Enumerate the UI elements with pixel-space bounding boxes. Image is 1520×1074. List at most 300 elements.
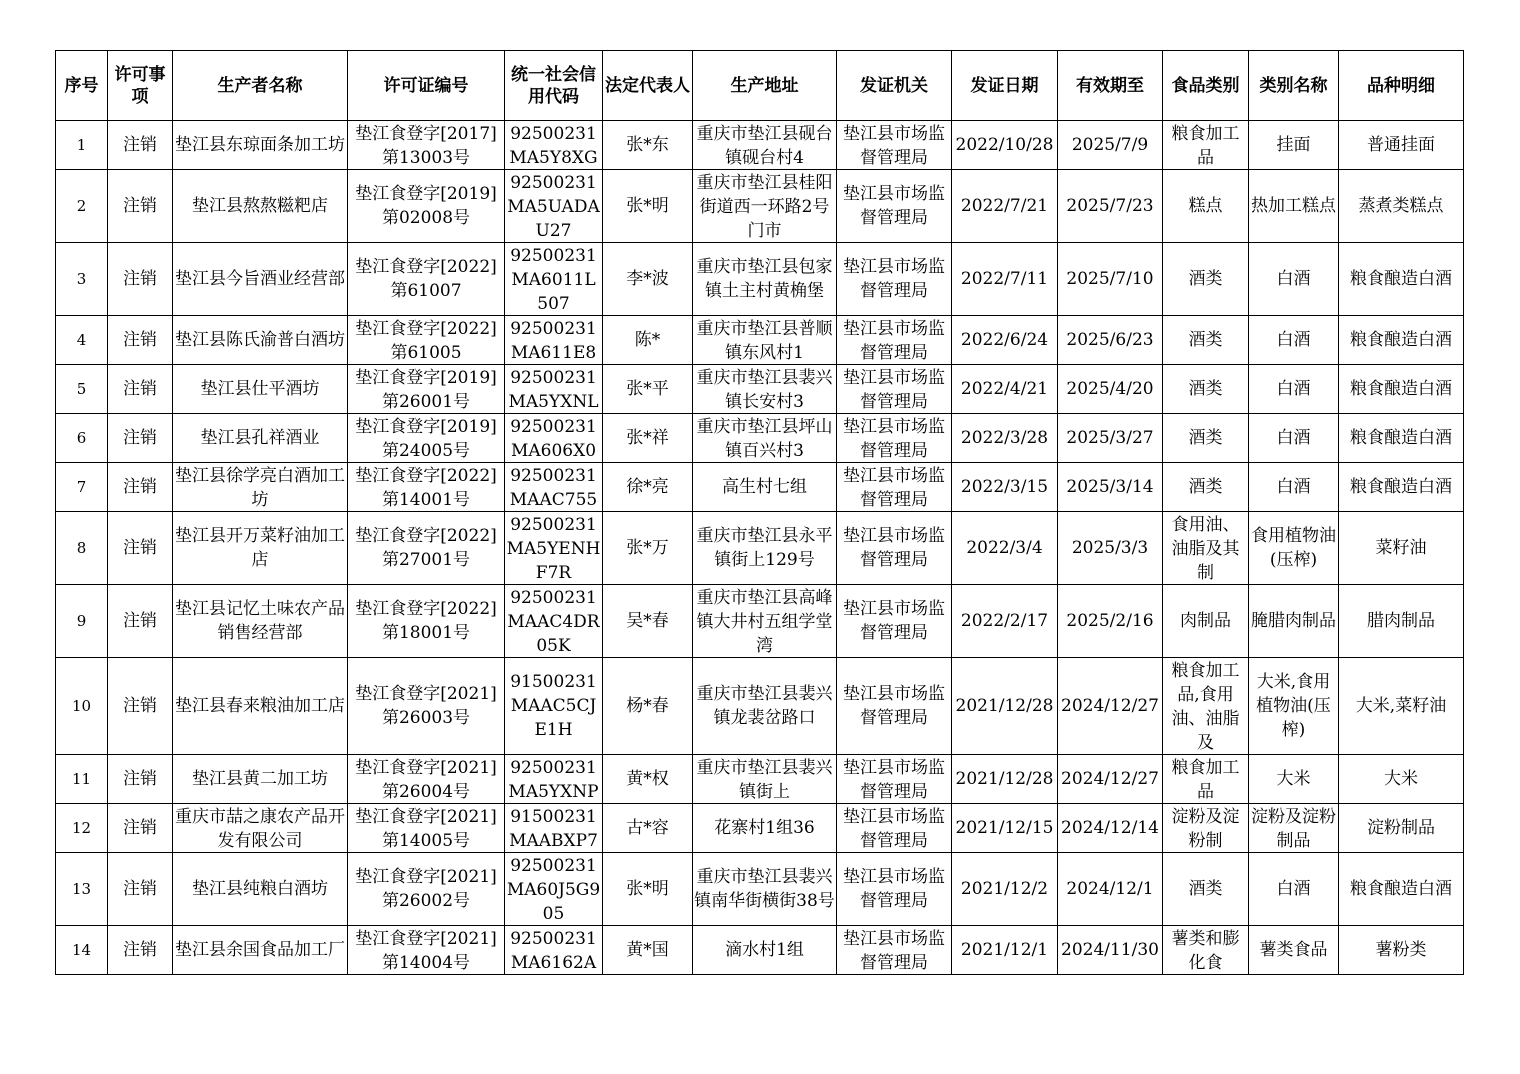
cell-legal-rep (603, 170, 693, 243)
cell-category-name (1249, 512, 1339, 585)
cell-license-number (348, 365, 505, 414)
cell-seq (56, 926, 108, 975)
cell-issue-date (952, 512, 1058, 585)
cell-valid-until (1058, 658, 1163, 755)
cell-variety-detail (1339, 365, 1464, 414)
cell-legal-rep (603, 926, 693, 975)
cell-license-item-text: 注销 (123, 940, 157, 960)
cell-legal-rep-text: 吴*春 (626, 611, 669, 631)
cell-producer-name-text: 垫江县熬熬糍粑店 (192, 196, 328, 216)
cell-address (693, 512, 837, 585)
cell-issue-date (952, 414, 1058, 463)
cell-variety-detail (1339, 316, 1464, 365)
cell-valid-until (1058, 121, 1163, 170)
cell-license-item (108, 658, 173, 755)
cell-issue-date (952, 585, 1058, 658)
cell-food-category (1163, 365, 1249, 414)
cell-valid-until-text: 2024/12/27 (1061, 769, 1159, 789)
table-row (56, 414, 1464, 463)
cell-license-item (108, 414, 173, 463)
cell-issue-date (952, 926, 1058, 975)
cell-variety-detail (1339, 463, 1464, 512)
cell-address-text: 重庆市垫江县裴兴镇街上 (696, 757, 833, 802)
cell-seq-text: 13 (71, 880, 92, 898)
cell-issue-date-text: 2022/6/24 (960, 330, 1049, 350)
cell-legal-rep (603, 243, 693, 316)
cell-legal-rep-text: 陈* (634, 330, 661, 350)
cell-producer-name-text: 垫江县开万菜籽油加工店 (175, 526, 345, 570)
cell-category-name (1249, 316, 1339, 365)
cell-issuing-authority (837, 658, 952, 755)
cell-food-category-text: 食用油、油脂及其制 (1171, 514, 1240, 583)
cell-license-item-text: 注销 (123, 330, 157, 350)
cell-category-name (1249, 658, 1339, 755)
cell-license-number (348, 658, 505, 755)
cell-legal-rep (603, 414, 693, 463)
cell-issuing-authority-text: 垫江县市场监督管理局 (843, 806, 945, 851)
cell-credit-code-text: 92500231MAAC755 (509, 465, 598, 510)
header-address: 生产地址 (693, 51, 837, 121)
cell-seq-text: 1 (76, 136, 87, 154)
cell-license-number-text: 垫江食登字[2022]第61005 (355, 318, 497, 363)
cell-issuing-authority (837, 170, 952, 243)
cell-variety-detail (1339, 804, 1464, 853)
cell-address-text: 重庆市垫江县普顺镇东风村1 (696, 318, 833, 363)
cell-credit-code (505, 658, 603, 755)
cell-issue-date-text: 2021/12/28 (955, 769, 1054, 789)
cell-issue-date-text: 2022/2/17 (960, 611, 1049, 631)
table-row (56, 121, 1464, 170)
cell-credit-code-text: 92500231MA5Y8XG (509, 123, 598, 168)
cell-food-category-text: 粮食加工品 (1171, 757, 1240, 802)
cell-variety-detail-text: 腊肉制品 (1367, 611, 1435, 631)
cell-license-item-text: 注销 (123, 879, 157, 899)
cell-variety-detail (1339, 926, 1464, 975)
cell-license-item (108, 926, 173, 975)
cell-address-text: 花寨村1组36 (714, 818, 815, 838)
cell-seq (56, 463, 108, 512)
cell-category-name-text: 大米 (1276, 769, 1311, 789)
cell-valid-until-text: 2025/3/14 (1066, 477, 1154, 497)
cell-address-text: 滴水村1组 (725, 940, 804, 960)
cell-issuing-authority (837, 853, 952, 926)
cell-legal-rep-text: 古*容 (626, 818, 669, 838)
cell-valid-until (1058, 243, 1163, 316)
cell-address-text: 重庆市垫江县永平镇街上129号 (696, 526, 833, 570)
cell-credit-code (505, 853, 603, 926)
cell-credit-code (505, 585, 603, 658)
cell-license-number-text: 垫江食登字[2022]第27001号 (355, 526, 497, 570)
cell-food-category-text: 酒类 (1188, 879, 1223, 899)
cell-license-number-text: 垫江食登字[2022]第61007 (355, 257, 497, 301)
cell-producer-name-text: 垫江县徐学亮白酒加工坊 (175, 465, 345, 510)
cell-variety-detail (1339, 170, 1464, 243)
cell-issue-date-text: 2022/3/4 (966, 538, 1043, 558)
cell-valid-until-text: 2024/12/1 (1066, 879, 1154, 899)
cell-address-text: 重庆市垫江县裴兴镇南华街横街38号 (694, 867, 835, 911)
cell-issuing-authority-text: 垫江县市场监督管理局 (843, 526, 945, 570)
cell-valid-until-text: 2024/12/27 (1061, 696, 1159, 716)
cell-variety-detail-text: 菜籽油 (1375, 538, 1427, 558)
cell-seq (56, 512, 108, 585)
cell-seq-text: 12 (71, 819, 92, 837)
cell-issue-date-text: 2022/10/28 (955, 135, 1054, 155)
cell-food-category-text: 酒类 (1188, 428, 1223, 448)
cell-legal-rep-text: 张*明 (626, 196, 669, 216)
cell-valid-until-text: 2025/6/23 (1066, 330, 1154, 350)
header-legal-rep: 法定代表人 (603, 51, 693, 121)
cell-credit-code (505, 512, 603, 585)
cell-credit-code (505, 414, 603, 463)
cell-legal-rep (603, 512, 693, 585)
cell-legal-rep (603, 365, 693, 414)
cell-producer-name (173, 463, 348, 512)
cell-valid-until (1058, 853, 1163, 926)
cell-seq (56, 243, 108, 316)
cell-credit-code (505, 804, 603, 853)
cell-license-item (108, 170, 173, 243)
cell-food-category-text: 肉制品 (1180, 611, 1231, 631)
cell-credit-code-text: 92500231MA5YENHF7R (506, 514, 601, 583)
cell-food-category (1163, 414, 1249, 463)
cell-seq-text: 10 (71, 697, 92, 715)
cell-food-category-text: 粮食加工品 (1171, 123, 1240, 168)
cell-legal-rep-text: 杨*春 (626, 696, 669, 716)
cell-license-item-text: 注销 (123, 428, 157, 448)
table-row (56, 658, 1464, 755)
cell-credit-code-text: 92500231MA5YXNL (508, 367, 599, 412)
cell-address (693, 804, 837, 853)
cell-food-category-text: 酒类 (1188, 477, 1223, 497)
cell-valid-until (1058, 512, 1163, 585)
cell-producer-name (173, 414, 348, 463)
cell-seq-text: 3 (76, 270, 87, 288)
cell-issuing-authority-text: 垫江县市场监督管理局 (843, 599, 945, 643)
header-valid-until: 有效期至 (1058, 51, 1163, 121)
cell-issue-date-text: 2021/12/2 (960, 879, 1049, 899)
cell-issuing-authority (837, 926, 952, 975)
cell-legal-rep-text: 张*万 (626, 538, 669, 558)
cell-legal-rep (603, 463, 693, 512)
cell-variety-detail-text: 粮食酿造白酒 (1350, 330, 1452, 350)
cell-seq (56, 755, 108, 804)
cell-issuing-authority (837, 316, 952, 365)
cell-seq (56, 316, 108, 365)
cell-issuing-authority-text: 垫江县市场监督管理局 (843, 416, 945, 461)
cell-valid-until-text: 2025/2/16 (1066, 611, 1154, 631)
cell-seq-text: 4 (76, 331, 87, 349)
cell-producer-name-text: 垫江县孔祥酒业 (200, 428, 320, 448)
cell-address-text: 重庆市垫江县裴兴镇龙裴岔路口 (696, 684, 833, 728)
cell-license-number (348, 755, 505, 804)
table-row (56, 585, 1464, 658)
cell-issue-date-text: 2022/7/11 (960, 269, 1049, 289)
cell-legal-rep-text: 张*明 (626, 879, 669, 899)
cell-legal-rep-text: 徐*亮 (626, 477, 669, 497)
cell-license-item-text: 注销 (123, 196, 157, 216)
cell-issue-date (952, 121, 1058, 170)
cell-variety-detail-text: 大米 (1384, 769, 1418, 789)
cell-variety-detail (1339, 243, 1464, 316)
cell-producer-name (173, 853, 348, 926)
cell-license-item-text: 注销 (123, 269, 157, 289)
cell-seq (56, 121, 108, 170)
cell-legal-rep-text: 黄*国 (626, 940, 669, 960)
cell-issuing-authority (837, 365, 952, 414)
table-row (56, 755, 1464, 804)
header-seq: 序号 (56, 51, 108, 121)
cell-license-number-text: 垫江食登字[2019]第02008号 (355, 184, 497, 228)
cell-category-name-text: 挂面 (1276, 135, 1311, 155)
cell-category-name (1249, 414, 1339, 463)
cell-license-item-text: 注销 (123, 696, 157, 716)
cell-seq-text: 9 (76, 612, 87, 630)
header-food-category: 食品类别 (1163, 51, 1249, 121)
cell-category-name (1249, 585, 1339, 658)
cell-food-category-text: 酒类 (1188, 269, 1223, 289)
cell-seq (56, 804, 108, 853)
cell-seq-text: 8 (76, 539, 87, 557)
cell-legal-rep-text: 李*波 (626, 269, 669, 289)
cell-valid-until-text: 2025/7/9 (1071, 135, 1149, 155)
cell-producer-name-text: 垫江县今旨酒业经营部 (175, 269, 345, 289)
cell-issuing-authority-text: 垫江县市场监督管理局 (843, 867, 945, 911)
cell-legal-rep-text: 张*东 (626, 135, 669, 155)
cell-category-name-text: 白酒 (1276, 379, 1311, 399)
cell-valid-until (1058, 316, 1163, 365)
cell-issuing-authority (837, 804, 952, 853)
cell-issue-date (952, 170, 1058, 243)
cell-credit-code (505, 121, 603, 170)
cell-credit-code (505, 243, 603, 316)
cell-seq (56, 365, 108, 414)
cell-seq (56, 853, 108, 926)
cell-credit-code (505, 463, 603, 512)
cell-producer-name (173, 243, 348, 316)
cell-issuing-authority (837, 755, 952, 804)
cell-address (693, 658, 837, 755)
cell-address-text: 重庆市垫江县包家镇土主村黄桷堡 (696, 257, 833, 301)
cell-valid-until-text: 2025/7/10 (1066, 269, 1154, 289)
cell-issuing-authority-text: 垫江县市场监督管理局 (843, 367, 945, 412)
cell-issuing-authority-text: 垫江县市场监督管理局 (843, 928, 945, 973)
cell-address (693, 463, 837, 512)
cell-food-category (1163, 243, 1249, 316)
cell-variety-detail (1339, 512, 1464, 585)
cell-category-name (1249, 926, 1339, 975)
cell-credit-code (505, 926, 603, 975)
cell-issue-date-text: 2022/7/21 (960, 196, 1049, 216)
cell-producer-name-text: 垫江县春来粮油加工店 (175, 696, 345, 716)
cell-issuing-authority-text: 垫江县市场监督管理局 (843, 318, 945, 363)
cell-address (693, 585, 837, 658)
table-row (56, 804, 1464, 853)
cell-issuing-authority-text: 垫江县市场监督管理局 (843, 684, 945, 728)
table-row (56, 512, 1464, 585)
header-credit-code: 统一社会信用代码 (505, 51, 603, 121)
cell-food-category (1163, 121, 1249, 170)
cell-category-name (1249, 243, 1339, 316)
cell-category-name-text: 白酒 (1276, 879, 1311, 899)
cell-legal-rep (603, 585, 693, 658)
cell-issuing-authority (837, 463, 952, 512)
cell-producer-name (173, 585, 348, 658)
cell-variety-detail-text: 粮食酿造白酒 (1350, 379, 1452, 399)
cell-category-name-text: 薯类食品 (1259, 940, 1328, 960)
cell-category-name-text: 白酒 (1276, 428, 1311, 448)
cell-seq-text: 6 (76, 429, 87, 447)
cell-food-category-text: 糕点 (1188, 196, 1223, 216)
header-producer-name: 生产者名称 (173, 51, 348, 121)
cell-variety-detail (1339, 414, 1464, 463)
cell-issue-date (952, 365, 1058, 414)
cell-issuing-authority (837, 243, 952, 316)
cell-issuing-authority-text: 垫江县市场监督管理局 (843, 123, 945, 168)
cell-license-item (108, 365, 173, 414)
cell-credit-code (505, 170, 603, 243)
cell-address-text: 重庆市垫江县坪山镇百兴村3 (696, 416, 833, 461)
cell-variety-detail-text: 蒸煮类糕点 (1358, 196, 1444, 216)
cell-variety-detail-text: 普通挂面 (1367, 135, 1435, 155)
cell-license-number-text: 垫江食登字[2021]第26003号 (355, 684, 497, 728)
cell-license-number-text: 垫江食登字[2017]第13003号 (355, 123, 497, 168)
cell-issuing-authority-text: 垫江县市场监督管理局 (843, 465, 945, 510)
cell-issue-date (952, 755, 1058, 804)
cell-address (693, 243, 837, 316)
cell-food-category-text: 粮食加工品,食用油、油脂及 (1171, 660, 1240, 753)
cell-category-name (1249, 755, 1339, 804)
cell-producer-name-text: 垫江县纯粮白酒坊 (192, 879, 328, 899)
cell-valid-until-text: 2025/3/3 (1071, 538, 1149, 558)
table-row (56, 926, 1464, 975)
cell-license-item (108, 512, 173, 585)
cell-license-number-text: 垫江食登字[2021]第14004号 (355, 928, 497, 973)
cell-category-name-text: 白酒 (1276, 477, 1311, 497)
cell-valid-until (1058, 463, 1163, 512)
cell-credit-code-text: 92500231MAAC4DR05K (507, 587, 600, 656)
cell-legal-rep (603, 853, 693, 926)
cell-address-text: 重庆市垫江县裴兴镇长安村3 (696, 367, 833, 412)
cell-legal-rep (603, 658, 693, 755)
cell-variety-detail (1339, 853, 1464, 926)
cell-credit-code-text: 91500231MAABXP7 (509, 806, 598, 851)
cell-producer-name-text: 垫江县仕平酒坊 (200, 379, 320, 399)
cell-seq-text: 11 (71, 770, 92, 788)
cell-category-name (1249, 121, 1339, 170)
cell-valid-until-text: 2024/11/30 (1061, 940, 1159, 960)
cell-license-item-text: 注销 (123, 818, 157, 838)
cell-license-item-text: 注销 (123, 611, 157, 631)
cell-issue-date (952, 853, 1058, 926)
cell-producer-name-text: 垫江县黄二加工坊 (192, 769, 328, 789)
cell-license-number (348, 926, 505, 975)
cell-credit-code-text: 92500231MA611E8 (510, 318, 597, 363)
cell-issuing-authority (837, 414, 952, 463)
cell-food-category (1163, 512, 1249, 585)
cell-license-number-text: 垫江食登字[2021]第26004号 (355, 757, 497, 802)
cell-producer-name (173, 658, 348, 755)
cell-variety-detail-text: 薯粉类 (1375, 940, 1427, 960)
cell-valid-until (1058, 365, 1163, 414)
cell-valid-until (1058, 804, 1163, 853)
cell-license-item-text: 注销 (123, 477, 157, 497)
cell-license-number (348, 414, 505, 463)
cell-license-number (348, 512, 505, 585)
cell-valid-until (1058, 585, 1163, 658)
table-row (56, 170, 1464, 243)
cell-license-number (348, 316, 505, 365)
header-issue-date: 发证日期 (952, 51, 1058, 121)
cell-license-number-text: 垫江食登字[2021]第14005号 (355, 806, 497, 851)
cell-seq-text: 14 (71, 941, 92, 959)
cell-issuing-authority-text: 垫江县市场监督管理局 (843, 757, 945, 802)
cell-food-category (1163, 926, 1249, 975)
cell-seq (56, 585, 108, 658)
header-row (56, 51, 1464, 121)
cell-producer-name (173, 512, 348, 585)
cell-food-category (1163, 316, 1249, 365)
table-row (56, 243, 1464, 316)
cell-variety-detail-text: 粮食酿造白酒 (1350, 428, 1452, 448)
cell-seq-text: 5 (76, 380, 87, 398)
cell-credit-code-text: 92500231MA6011L507 (510, 245, 597, 314)
header-variety-detail: 品种明细 (1339, 51, 1464, 121)
cell-producer-name-text: 重庆市喆之康农产品开发有限公司 (175, 806, 345, 851)
cell-category-name (1249, 853, 1339, 926)
cell-issuing-authority (837, 585, 952, 658)
cell-address-text: 重庆市垫江县高峰镇大井村五组学堂湾 (696, 587, 833, 656)
cell-producer-name-text: 垫江县余国食品加工厂 (175, 940, 345, 960)
cell-category-name (1249, 365, 1339, 414)
cell-valid-until (1058, 170, 1163, 243)
cell-credit-code-text: 92500231MA5UADAU27 (507, 172, 600, 241)
cell-license-item (108, 463, 173, 512)
cell-valid-until-text: 2025/3/27 (1066, 428, 1154, 448)
cell-seq-text: 7 (76, 478, 87, 496)
cell-license-number (348, 243, 505, 316)
cell-address-text: 重庆市垫江县砚台镇砚台村4 (696, 123, 833, 168)
cell-food-category (1163, 170, 1249, 243)
cell-address (693, 365, 837, 414)
cell-food-category (1163, 853, 1249, 926)
cell-issue-date (952, 804, 1058, 853)
cell-variety-detail-text: 淀粉制品 (1367, 818, 1435, 838)
cell-variety-detail-text: 粮食酿造白酒 (1350, 477, 1452, 497)
cell-category-name (1249, 170, 1339, 243)
cell-license-number-text: 垫江食登字[2019]第26001号 (355, 367, 497, 412)
cell-producer-name (173, 170, 348, 243)
cell-license-item-text: 注销 (123, 379, 157, 399)
cell-credit-code-text: 92500231MA60J5G905 (506, 855, 601, 924)
cell-legal-rep (603, 755, 693, 804)
cell-address (693, 121, 837, 170)
table-row (56, 463, 1464, 512)
cell-food-category-text: 薯类和膨化食 (1171, 928, 1240, 973)
cell-license-item (108, 755, 173, 804)
cell-issue-date (952, 463, 1058, 512)
cell-legal-rep-text: 张*祥 (626, 428, 669, 448)
cell-license-number-text: 垫江食登字[2022]第14001号 (355, 465, 497, 510)
cell-address (693, 414, 837, 463)
cell-variety-detail (1339, 585, 1464, 658)
cell-credit-code-text: 92500231MA606X0 (510, 416, 597, 461)
cell-food-category (1163, 463, 1249, 512)
cell-credit-code (505, 365, 603, 414)
cell-issuing-authority-text: 垫江县市场监督管理局 (843, 257, 945, 301)
cell-issue-date-text: 2022/3/28 (960, 428, 1049, 448)
cell-credit-code-text: 91500231MAAC5CJE1H (510, 672, 597, 740)
cell-producer-name (173, 316, 348, 365)
